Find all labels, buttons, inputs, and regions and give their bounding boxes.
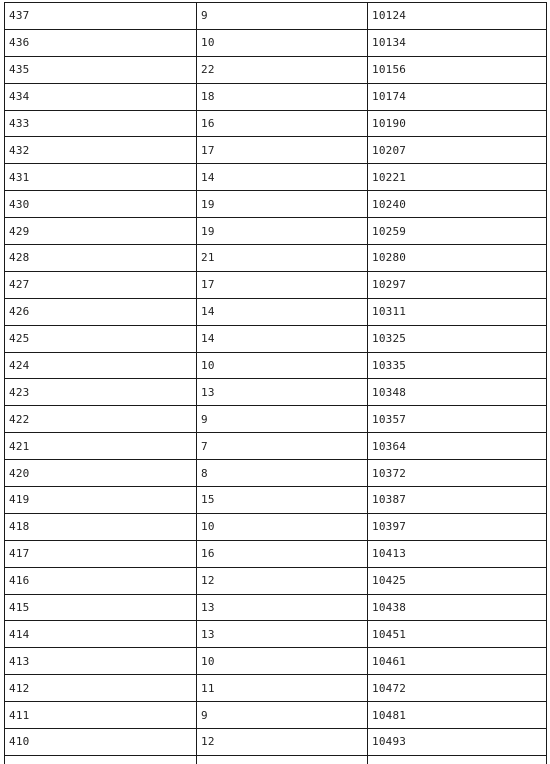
score-cell: 428 [5, 245, 197, 271]
score-cell: 416 [5, 568, 197, 594]
table-row [5, 57, 547, 84]
count-cell: 13 [197, 621, 368, 647]
table-row [5, 379, 547, 406]
cumulative-cell: 10190 [368, 111, 547, 137]
score-cell: 434 [5, 84, 197, 110]
cumulative-cell: 10387 [368, 487, 547, 513]
count-cell: 9 [197, 3, 368, 29]
score-cell: 433 [5, 111, 197, 137]
score-cell: 426 [5, 299, 197, 325]
cumulative-cell: 10240 [368, 191, 547, 217]
cumulative-cell: 10325 [368, 326, 547, 352]
score-cell: 410 [5, 729, 197, 755]
count-cell: 19 [197, 191, 368, 217]
cumulative-cell: 10221 [368, 164, 547, 190]
count-cell: 22 [197, 57, 368, 83]
cumulative-cell: 10259 [368, 218, 547, 244]
cumulative-cell: 10451 [368, 621, 547, 647]
count-cell: 12 [197, 729, 368, 755]
cumulative-cell: 10372 [368, 460, 547, 486]
score-cell: 421 [5, 433, 197, 459]
count-cell: 10 [197, 648, 368, 674]
cumulative-cell: 10472 [368, 675, 547, 701]
cumulative-cell: 10493 [368, 729, 547, 755]
score-cell: 435 [5, 57, 197, 83]
cumulative-cell: 10156 [368, 57, 547, 83]
count-cell: 19 [197, 218, 368, 244]
count-cell: 10 [197, 353, 368, 379]
table-row [5, 326, 547, 353]
cumulative-cell: 10134 [368, 30, 547, 56]
cumulative-cell: 10297 [368, 272, 547, 298]
table-row [5, 245, 547, 272]
score-cell: 429 [5, 218, 197, 244]
cumulative-cell: 10174 [368, 84, 547, 110]
score-cell: 422 [5, 406, 197, 432]
cumulative-cell: 10335 [368, 353, 547, 379]
score-cell: 425 [5, 326, 197, 352]
table-row [5, 433, 547, 460]
score-cell: 437 [5, 3, 197, 29]
count-cell: 18 [197, 84, 368, 110]
cumulative-cell: 10461 [368, 648, 547, 674]
table-row [5, 272, 547, 299]
count-cell: 14 [197, 299, 368, 325]
count-cell: 13 [197, 595, 368, 621]
score-cell: 419 [5, 487, 197, 513]
count-cell: 9 [197, 406, 368, 432]
table-row [5, 111, 547, 138]
cumulative-cell: 10280 [368, 245, 547, 271]
count-cell: 12 [197, 568, 368, 594]
cumulative-cell: 10438 [368, 595, 547, 621]
table-row [5, 729, 547, 756]
score-cell: 414 [5, 621, 197, 647]
table-row [5, 406, 547, 433]
cumulative-cell: 10124 [368, 3, 547, 29]
table-row [5, 460, 547, 487]
cumulative-cell: 10207 [368, 137, 547, 163]
count-cell: 13 [197, 379, 368, 405]
cumulative-cell: 10397 [368, 514, 547, 540]
count-cell: 15 [197, 487, 368, 513]
count-cell: 11 [197, 675, 368, 701]
cumulative-cell: 10348 [368, 379, 547, 405]
table-row [5, 487, 547, 514]
count-cell: 17 [197, 272, 368, 298]
cumulative-cell: 10357 [368, 406, 547, 432]
table-row [5, 595, 547, 622]
score-table [4, 2, 547, 764]
score-cell: 430 [5, 191, 197, 217]
table-row [5, 541, 547, 568]
score-cell: 411 [5, 702, 197, 728]
score-cell: 432 [5, 137, 197, 163]
score-cell: 431 [5, 164, 197, 190]
table-row [5, 702, 547, 729]
table-row-partial [5, 756, 547, 764]
table-row [5, 164, 547, 191]
table-row [5, 353, 547, 380]
table-row [5, 648, 547, 675]
score-cell: 420 [5, 460, 197, 486]
cumulative-cell: 10311 [368, 299, 547, 325]
score-cell: 436 [5, 30, 197, 56]
cumulative-cell: 10364 [368, 433, 547, 459]
table-row [5, 218, 547, 245]
score-cell: 418 [5, 514, 197, 540]
count-cell: 14 [197, 164, 368, 190]
count-cell: 14 [197, 326, 368, 352]
cumulative-cell: 10425 [368, 568, 547, 594]
table-row [5, 191, 547, 218]
score-cell: 427 [5, 272, 197, 298]
table-row [5, 621, 547, 648]
table-row [5, 30, 547, 57]
score-cell: 412 [5, 675, 197, 701]
table-row [5, 84, 547, 111]
table-row [5, 3, 547, 30]
count-cell: 10 [197, 30, 368, 56]
score-cell: 413 [5, 648, 197, 674]
count-cell: 7 [197, 433, 368, 459]
table-row [5, 137, 547, 164]
count-cell [197, 756, 368, 764]
count-cell: 9 [197, 702, 368, 728]
cumulative-cell [368, 756, 547, 764]
count-cell: 16 [197, 541, 368, 567]
count-cell: 21 [197, 245, 368, 271]
table-row [5, 675, 547, 702]
score-cell: 415 [5, 595, 197, 621]
table-row [5, 299, 547, 326]
count-cell: 16 [197, 111, 368, 137]
cumulative-cell: 10413 [368, 541, 547, 567]
count-cell: 8 [197, 460, 368, 486]
table-row [5, 568, 547, 595]
score-cell [5, 756, 197, 764]
score-cell: 423 [5, 379, 197, 405]
score-cell: 424 [5, 353, 197, 379]
table-row [5, 514, 547, 541]
cumulative-cell: 10481 [368, 702, 547, 728]
count-cell: 17 [197, 137, 368, 163]
count-cell: 10 [197, 514, 368, 540]
score-cell: 417 [5, 541, 197, 567]
